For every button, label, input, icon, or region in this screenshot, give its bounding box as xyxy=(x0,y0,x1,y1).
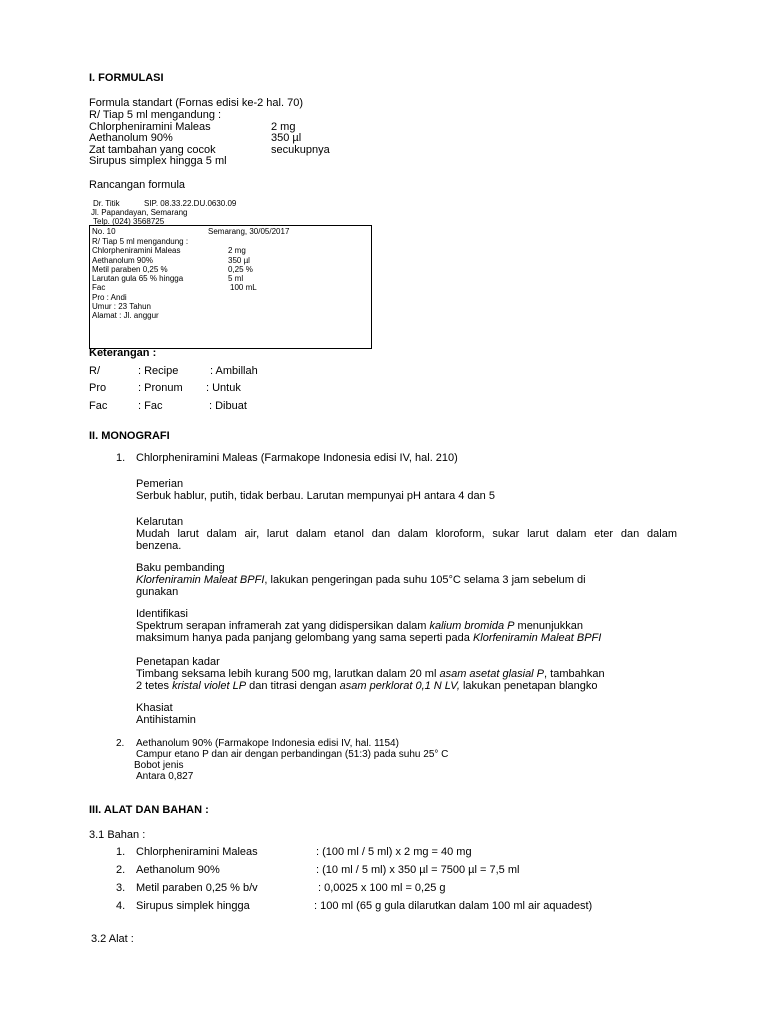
ident-italic: kalium bromida P xyxy=(429,620,515,632)
rx-item-name: Larutan gula 65 % hingga xyxy=(92,274,184,283)
bahan-number: 4. xyxy=(116,900,126,912)
bahan-number: 2. xyxy=(116,864,126,876)
bahan-name: Metil paraben 0,25 % b/v xyxy=(136,882,258,894)
rx-item-amount: 0,25 % xyxy=(228,265,253,274)
pemerian-text: Serbuk hablur, putih, tidak berbau. Larutan mempunyai pH antara 4 dan 5 xyxy=(136,490,495,502)
rx-place-date: Semarang, 30/05/2017 xyxy=(208,227,290,236)
bahan-title: 3.1 Bahan : xyxy=(89,829,146,841)
khasiat-label: Khasiat xyxy=(136,702,173,714)
rx-doctor: Dr. Titik xyxy=(93,199,120,208)
bahan-name: Chlorpheniramini Maleas xyxy=(136,846,258,858)
pen-end: lakukan penetapan blangko xyxy=(459,680,598,692)
formula-item-name: Sirupus simplex hingga 5 ml xyxy=(89,155,227,167)
rx-item-name: Metil paraben 0,25 % xyxy=(92,265,168,274)
monograph-title: Chlorpheniramini Maleas (Farmakope Indonesia edisi IV, hal. 210) xyxy=(136,452,458,464)
keterangan-abbr: Pro xyxy=(89,382,107,394)
ident-italic: Klorfeniramin Maleat BPFI xyxy=(472,632,602,644)
rx-item-name: Chlorpheniramini Maleas xyxy=(92,246,181,255)
formula-item-name: Zat tambahan yang cocok xyxy=(89,144,216,156)
rx-address: Jl. Papandayan, Semarang xyxy=(91,208,188,217)
pemerian-label: Pemerian xyxy=(136,478,184,490)
khasiat-text: Antihistamin xyxy=(136,714,196,726)
alat-title: 3.2 Alat : xyxy=(91,933,134,945)
bahan-number: 1. xyxy=(116,846,126,858)
rancangan-formula-title: Rancangan formula xyxy=(89,179,186,191)
ident-pre: Spektrum serapan inframerah zat yang didispersikan dalam xyxy=(136,620,430,632)
bahan-calc: : (100 ml / 5 ml) x 2 mg = 40 mg xyxy=(316,846,472,858)
ident-line2: maksimum hanya pada panjang gelombang yang sama seperti pada xyxy=(136,632,473,644)
monograph-number: 1. xyxy=(116,452,126,464)
keterangan-meaning: : Dibuat xyxy=(209,400,247,412)
penetapan-label: Penetapan kadar xyxy=(136,656,220,668)
standard-formula-title: Formula standart (Fornas edisi ke-2 hal. 70) xyxy=(89,97,303,109)
ident-post: menunjukkan xyxy=(514,620,583,632)
rx-sip: SIP. 08.33.22.DU.0630.09 xyxy=(144,199,237,208)
keterangan-latin: : Fac xyxy=(138,400,163,412)
formula-item-name: Chlorpheniramini Maleas xyxy=(89,121,211,133)
identifikasi-cont xyxy=(136,632,601,644)
aethanol-text: Bobot jenis xyxy=(134,760,184,771)
aethanol-text: Campur etano P dan air dengan perbandingan (51:3) pada suhu 25° C xyxy=(136,749,449,760)
baku-pembanding-cont: gunakan xyxy=(136,586,179,598)
rx-patient-address: Alamat : Jl. anggur xyxy=(92,311,159,320)
aethanol-text: Antara 0,827 xyxy=(136,771,194,782)
rx-number: No. 10 xyxy=(92,227,116,236)
keterangan-meaning: : Untuk xyxy=(206,382,241,394)
penetapan-cont xyxy=(136,680,598,692)
section-heading-formulasi: I. FORMULASI xyxy=(89,72,164,84)
rx-item-name: Aethanolum 90% xyxy=(92,256,153,265)
monograph-title: Aethanolum 90% (Farmakope Indonesia edisi IV, hal. 1154) xyxy=(136,738,399,749)
formula-item-amount: 2 mg xyxy=(271,121,296,133)
formula-item-amount: secukupnya xyxy=(271,144,330,156)
penetapan-text xyxy=(136,668,605,680)
keterangan-latin: : Recipe xyxy=(138,365,179,377)
bahan-calc: : 0,0025 x 100 ml = 0,25 g xyxy=(318,882,446,894)
rx-item-amount: 5 ml xyxy=(228,274,244,283)
monograph-number: 2. xyxy=(116,738,125,749)
kelarutan-text-cont: benzena. xyxy=(136,540,182,552)
rx-item-name: Fac xyxy=(92,283,106,292)
rx-item-amount: 350 µl xyxy=(228,256,250,265)
pen-pre: Timbang seksama lebih kurang 500 mg, larutkan dalam 20 ml xyxy=(136,668,440,680)
bahan-number: 3. xyxy=(116,882,126,894)
formula-item-name: Aethanolum 90% xyxy=(89,132,173,144)
rx-phone: Telp. (024) 3568725 xyxy=(93,217,165,226)
keterangan-abbr: Fac xyxy=(89,400,108,412)
keterangan-abbr: R/ xyxy=(89,365,100,377)
rx-age: Umur : 23 Tahun xyxy=(92,302,151,311)
identifikasi-label: Identifikasi xyxy=(136,608,188,620)
identifikasi-text xyxy=(136,620,677,632)
rx-item-amount: 2 mg xyxy=(228,246,246,255)
standard-formula-per-dose: R/ Tiap 5 ml mengandung : xyxy=(89,109,222,121)
baku-italic: Klorfeniramin Maleat BPFI xyxy=(136,574,265,586)
keterangan-meaning: : Ambillah xyxy=(210,365,258,377)
section-heading-alat-bahan: III. ALAT DAN BAHAN : xyxy=(89,804,209,816)
formula-item-amount: 350 µl xyxy=(271,132,302,144)
pen-italic: asam perklorat 0,1 N LV, xyxy=(339,680,460,692)
rx-per-dose: R/ Tiap 5 ml mengandung : xyxy=(92,237,189,246)
keterangan-latin: : Pronum xyxy=(138,382,183,394)
kelarutan-text: Mudah larut dalam air, larut dalam etanol dan dalam kloroform, sukar larut dalam eter dan dalam xyxy=(136,528,677,540)
pen-italic: kristal violet LP xyxy=(172,680,247,692)
bahan-calc: : 100 ml (65 g gula dilarutkan dalam 100 ml air aquadest) xyxy=(314,900,593,912)
rx-item-amount: 100 mL xyxy=(230,283,257,292)
bahan-name: Aethanolum 90% xyxy=(136,864,220,876)
pen-mid: dan titrasi dengan xyxy=(246,680,340,692)
section-heading-monografi: II. MONOGRAFI xyxy=(89,430,170,442)
kelarutan-label: Kelarutan xyxy=(136,516,184,528)
keterangan-title: Keterangan : xyxy=(89,347,157,359)
baku-pembanding-label: Baku pembanding xyxy=(136,562,225,574)
baku-pembanding-text xyxy=(136,574,677,586)
pen-italic: asam asetat glasial P xyxy=(439,668,545,680)
rx-patient: Pro : Andi xyxy=(92,293,127,302)
baku-rest: , lakukan pengeringan pada suhu 105°C selama 3 jam sebelum di xyxy=(264,574,586,586)
pen-post: , tambahkan xyxy=(544,668,605,680)
bahan-name: Sirupus simplek hingga xyxy=(136,900,250,912)
bahan-calc: : (10 ml / 5 ml) x 350 µl = 7500 µl = 7,5 ml xyxy=(316,864,520,876)
pen-line2: 2 tetes xyxy=(136,680,173,692)
